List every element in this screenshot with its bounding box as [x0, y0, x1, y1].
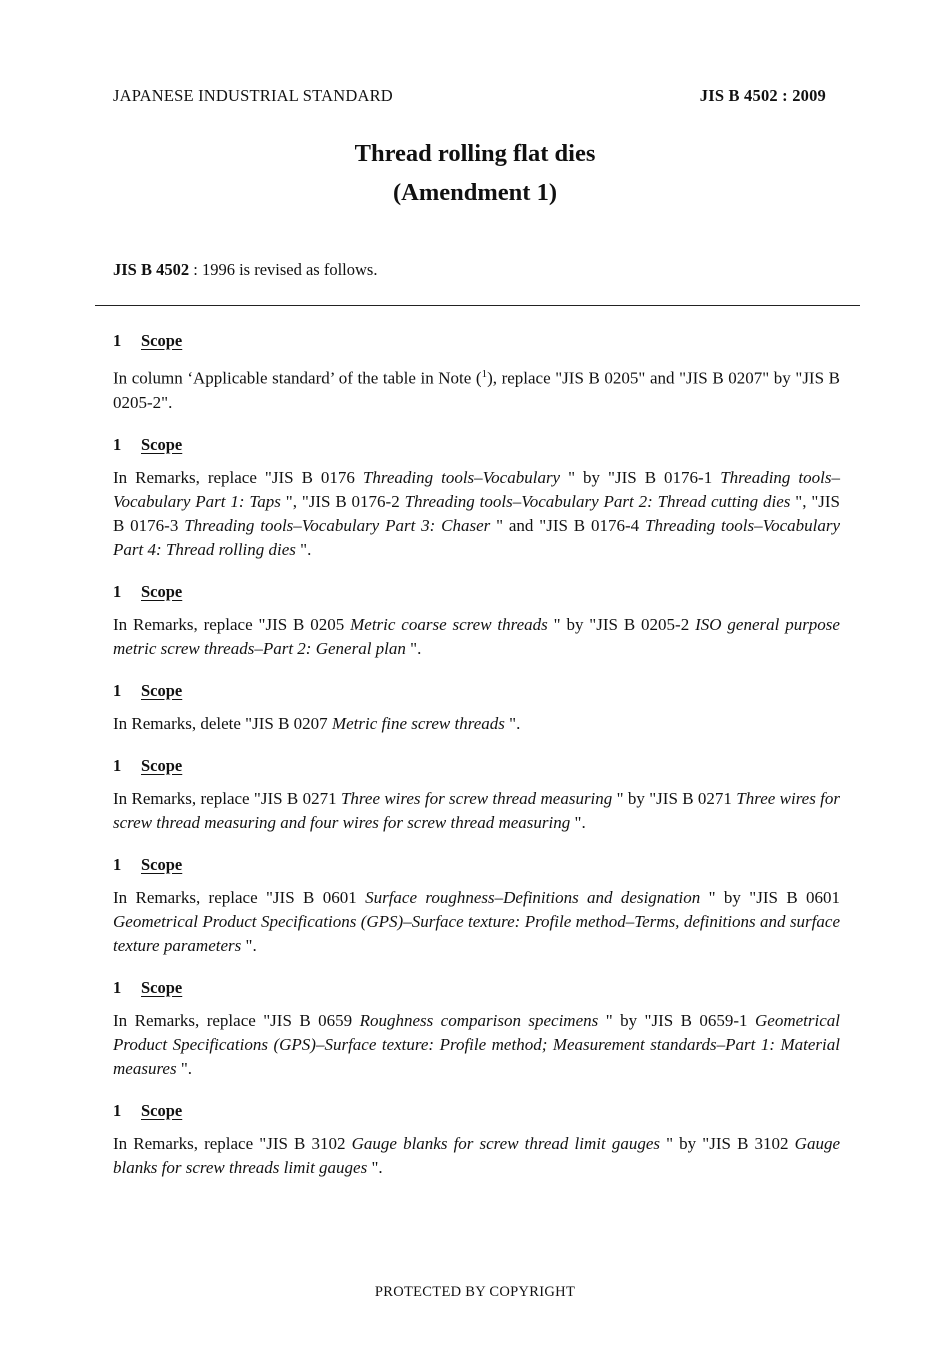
body-text: In Remarks, replace "JIS B 0176 [113, 467, 363, 487]
section-title: Scope [141, 854, 183, 874]
body-text: In column ‘Applicable standard’ of the table in Note ( [113, 368, 482, 388]
body-text: " by "JIS B 3102 [660, 1133, 795, 1153]
section-title: Scope [141, 434, 183, 454]
section-heading [113, 1099, 840, 1123]
section-number: 1 [113, 680, 122, 700]
amendment-section [113, 433, 840, 562]
body-text: ". [504, 713, 521, 733]
body-text: ), replace "JIS B 0205" and "JIS B 0207" by "JIS B 0205-2". [113, 368, 840, 412]
section-heading [113, 329, 840, 353]
standard-title: Three wires for screw thread measuring and four wires for screw thread measuring [113, 788, 841, 832]
body-text: In Remarks, replace "JIS B 0205 [113, 614, 351, 634]
standard-title: Threading tools–Vocabulary Part 4: Thread rolling dies [113, 515, 841, 559]
body-text: ", "JIS B 0176-3 [113, 491, 840, 535]
section-number: 1 [113, 854, 122, 874]
standard-title: Threading tools–Vocabulary Part 2: Thread cutting dies [404, 491, 791, 511]
amendment-section [113, 580, 840, 661]
revised-standard-code: JIS B 4502 [113, 260, 190, 279]
body-text: " by "JIS B 0271 [612, 788, 737, 808]
title-line-1: Thread rolling flat dies [354, 140, 596, 167]
section-heading [113, 580, 840, 604]
amendment-section [113, 853, 840, 958]
section-body [113, 362, 840, 415]
body-text: In Remarks, replace "JIS B 3102 [113, 1133, 352, 1153]
body-text: " by "JIS B 0601 [700, 887, 841, 907]
copyright-footer: PROTECTED BY COPYRIGHT [374, 1284, 576, 1300]
standard-title: Threading tools–Vocabulary [362, 467, 561, 487]
section-title: Scope [141, 581, 183, 601]
body-text: In Remarks, replace "JIS B 0601 [113, 887, 366, 907]
body-text: " by "JIS B 0205-2 [547, 614, 696, 634]
body-text: ". [367, 1157, 383, 1177]
document-title [0, 134, 950, 212]
section-heading [113, 679, 840, 703]
section-body [113, 466, 840, 562]
body-text: ", "JIS B 0176-2 [280, 491, 405, 511]
standard-title: Metric coarse screw threads [350, 614, 548, 634]
standard-title: Gauge blanks for screw threads limit gauges [113, 1133, 840, 1177]
body-text: ". [570, 812, 586, 832]
standard-title: Metric fine screw threads [331, 713, 505, 733]
section-number: 1 [113, 1100, 122, 1120]
section-title: Scope [141, 680, 183, 700]
standard-type-label: JAPANESE INDUSTRIAL STANDARD [113, 86, 393, 105]
amendment-sections [113, 329, 840, 1180]
section-number: 1 [113, 331, 122, 350]
title-line-2: (Amendment 1) [393, 179, 557, 206]
amendment-section [113, 329, 840, 415]
body-text: ". [176, 1058, 193, 1078]
horizontal-divider [95, 305, 860, 306]
standard-title: Geometrical Product Specifications (GPS)–Surface texture: Profile method–Terms, definitions and surface texture parameters [113, 911, 840, 955]
section-number: 1 [113, 581, 122, 601]
standard-number: JIS B 4502 : 2009 [699, 86, 826, 105]
section-number: 1 [113, 434, 122, 454]
body-text: " by "JIS B 0176-1 [560, 467, 721, 487]
section-title: Scope [141, 755, 183, 775]
body-text: In Remarks, replace "JIS B 0271 [113, 788, 341, 808]
section-heading [113, 976, 840, 1000]
body-text: ". [241, 935, 257, 955]
standard-title: Surface roughness–Definitions and designation [365, 887, 701, 907]
body-text: " by "JIS B 0659-1 [598, 1010, 755, 1030]
section-heading [113, 754, 840, 778]
section-number: 1 [113, 755, 122, 775]
standard-title: Roughness comparison specimens [359, 1010, 599, 1030]
section-title: Scope [141, 1100, 183, 1120]
note-reference: 1 [481, 368, 488, 380]
standard-title: Threading tools–Vocabulary Part 1: Taps [113, 467, 840, 511]
amendment-section [113, 679, 840, 736]
body-text: ". [295, 539, 312, 559]
standard-title: Gauge blanks for screw thread limit gauges [351, 1133, 660, 1153]
section-number: 1 [113, 977, 122, 997]
body-text: In Remarks, replace "JIS B 0659 [113, 1010, 360, 1030]
amendment-section [113, 1099, 840, 1180]
page-header [113, 86, 826, 108]
revision-statement-text: : 1996 is revised as follows. [189, 260, 378, 279]
amendment-section [113, 976, 840, 1081]
section-body [113, 1009, 840, 1081]
section-heading [113, 433, 840, 457]
body-text: In Remarks, delete "JIS B 0207 [113, 713, 332, 733]
standard-title: Three wires for screw thread measuring [340, 788, 613, 808]
revision-statement [113, 260, 377, 280]
section-body [113, 712, 840, 736]
amendment-section [113, 754, 840, 835]
body-text: ". [405, 638, 422, 658]
standard-title: ISO general purpose metric screw threads–Part 2: General plan [113, 614, 840, 658]
body-text: " and "JIS B 0176-4 [490, 515, 645, 535]
section-body [113, 613, 840, 661]
section-body [113, 1132, 840, 1180]
standard-title: Geometrical Product Specifications (GPS)–Surface texture: Profile method; Measurement standards–Part 1: Material measures [113, 1010, 840, 1078]
standard-title: Threading tools–Vocabulary Part 3: Chaser [184, 515, 491, 535]
section-title: Scope [141, 331, 183, 350]
section-heading [113, 853, 840, 877]
section-body [113, 787, 840, 835]
section-title: Scope [141, 977, 183, 997]
section-body [113, 886, 840, 958]
